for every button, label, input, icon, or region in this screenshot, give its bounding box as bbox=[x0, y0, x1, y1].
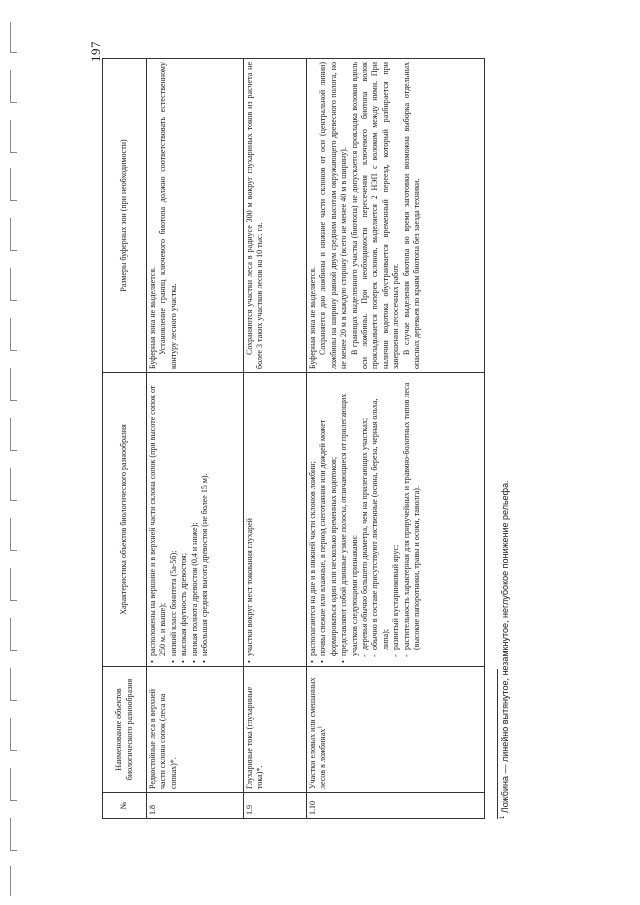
row-number: 1.10 bbox=[307, 793, 485, 819]
buffer-zone bbox=[147, 59, 244, 373]
characteristic-subitem: - растительность характерная для приручейных и травяно-болотных типов леса (высокие папоротники, травы и осоки, таволга). bbox=[402, 376, 423, 657]
characteristic-item: • представляют собой длинные узкие полосы, отличающиеся от прилегающих участков следующими признаками: bbox=[339, 376, 360, 663]
page-number: 197 bbox=[88, 41, 103, 62]
buffer-paragraph: В границах выделенного участка (биотопа) не допускается прокладка волоков вдоль оси ложбины. При необходимости пересечения ключевого биотопа волок прокладывается поперек склонов, выделяется 2 НЭП с волоком между ними. При наличии водотока обустраивается временный переезд, который разбирается при завершении лесосечных работ. bbox=[349, 62, 401, 369]
object-name-text: Участки еловых или смешанных лесов в ложбинах bbox=[308, 677, 328, 789]
rotated-page bbox=[88, 39, 528, 839]
characteristic-item: • высокая фаутность древостоя; bbox=[179, 376, 189, 663]
table-row bbox=[147, 59, 244, 819]
buffer-paragraph: Буферная зона не выделяется. bbox=[308, 266, 317, 369]
characteristic-subitem: - развитый кустарниковый ярус; bbox=[391, 376, 401, 657]
object-characteristics bbox=[244, 373, 307, 667]
footnote-text: Ложбина — линейно вытянутое, незамкнутое, неглубокое понижение рельефа. bbox=[500, 480, 510, 814]
header-buffer: Размеры буферных зон (при необходимости) bbox=[103, 59, 147, 373]
buffer-paragraph: Сохраняется дно ложбины и нижние части склонов от оси (центральной линии) ложбины на ширину равной двум средним высотам окружающего древесного полога, но не менее 20 м в каждую сторону (всего не менее 40 м в ширину). bbox=[318, 62, 349, 369]
characteristic-item: • почвы свежие или влажные, в период снеготаяния или дождей может формироваться один или несколько временных водотоков; bbox=[318, 376, 339, 663]
characteristic-item: • низкая полнота древостоя (0,4 и ниже); bbox=[190, 376, 200, 663]
buffer-paragraph: Буферная зона не выделяется. bbox=[148, 266, 157, 369]
object-name: Редкостойные леса в верхней части склона сопок (леса на сопках)*. bbox=[147, 667, 244, 793]
object-characteristics bbox=[307, 373, 485, 667]
buffer-paragraph: В случае выделения биотопа во время заготовки возможна выборка отдельных опасных деревьев по краям биотопа без заезда техники. bbox=[401, 62, 421, 369]
characteristic-item: • низкий класс бонитета (5а-5б); bbox=[169, 376, 179, 663]
characteristic-item: • располагаются на дне и в нижней части склонов ложбин; bbox=[308, 376, 318, 663]
row-number: 1.8 bbox=[147, 793, 244, 819]
object-characteristics bbox=[147, 373, 244, 667]
footnote bbox=[500, 480, 510, 819]
buffer-zone bbox=[244, 59, 307, 373]
characteristic-item: • расположены на вершине и в верхней части склона сопок (при высоте сопок от 250 м. и выше); bbox=[148, 376, 169, 663]
header-no: № bbox=[103, 793, 147, 819]
buffer-paragraph: Установление границ ключевого биотопа должно соответствовать естественному контуру лесного участка. bbox=[158, 62, 178, 369]
table-row bbox=[307, 59, 485, 819]
footnote-mark: 1 bbox=[500, 815, 506, 819]
buffer-paragraph: Сохраняются участки леса в радиусе 300 м вокруг глухариных токов из расчета не более 3 таких участков лесов на 10 тыс. га. bbox=[245, 62, 265, 369]
characteristic-item: • небольшая средняя высота древостоя (не более 15 м). bbox=[200, 376, 210, 663]
characteristic-subitem: - деревья обычно большего диаметра, чем на прилегающих участках; bbox=[360, 376, 370, 657]
characteristic-item: • участки вокруг мест токования глухарей bbox=[245, 376, 255, 663]
row-number: 1.9 bbox=[244, 793, 307, 819]
footnote-ref: 1 bbox=[317, 725, 324, 729]
header-characteristics: Характеристика объектов биологического разнообразия bbox=[103, 373, 147, 667]
characteristic-subitem: - обычно в составе присутствуют лиственные (осина, береза, черная ольха, липа); bbox=[370, 376, 391, 657]
table-header-row bbox=[103, 59, 147, 819]
table-row bbox=[244, 59, 307, 819]
header-name: Наименование объектов биологического разнообразия bbox=[103, 667, 147, 793]
biodiversity-table bbox=[102, 58, 485, 819]
object-name: Глухариные тока (глухариные тока)*. bbox=[244, 667, 307, 793]
buffer-zone bbox=[307, 59, 485, 373]
footnote-divider bbox=[497, 669, 498, 819]
object-name bbox=[307, 667, 485, 793]
